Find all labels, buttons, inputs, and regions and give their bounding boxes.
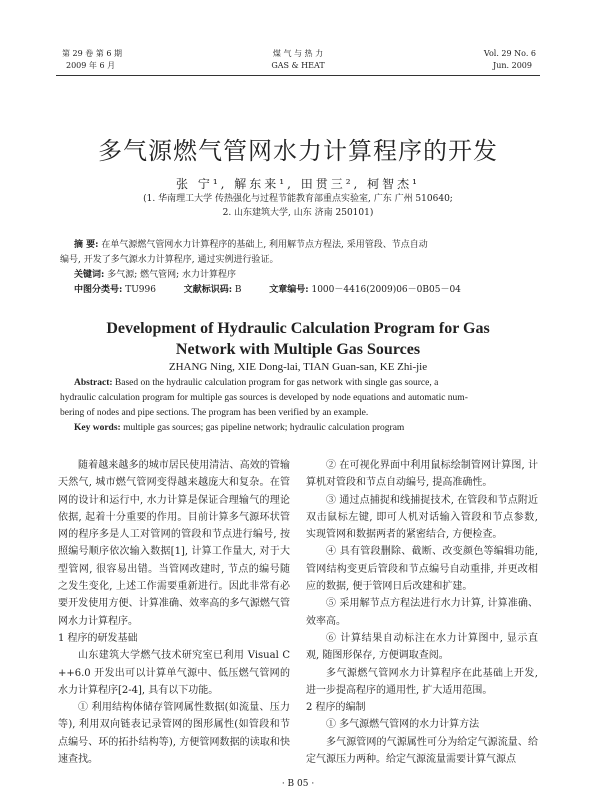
english-abstract (60, 376, 536, 436)
journal-name-cn: 煤 气 与 热 力 (272, 49, 324, 58)
english-abstract-line-2: hydraulic calculation program for multiple gas sources is developed by node equations and automatic num- (60, 393, 468, 403)
journal-volume-en: Vol. 29 No. 6 (483, 49, 536, 58)
feature-5-paragraph: ⑤ 采用解节点方程法进行水力计算, 计算准确、效率高。 (306, 598, 538, 627)
feature-2-paragraph: ② 在可视化界面中利用鼠标绘制管网计算图, 计算机对管段和节点自动编号, 提高准确性。 (306, 460, 538, 489)
english-authors: ZHANG Ning, XIE Dong-lai, TIAN Guan-san, KE Zhi-jie (168, 361, 428, 373)
left-column (58, 457, 290, 768)
english-keywords: multiple gas sources; gas pipeline network; hydraulic calculation program (120, 423, 405, 433)
abstract-cn (60, 238, 536, 298)
affiliation-1: (1. 华南理工大学 传热强化与过程节能教育部重点实验室, 广东 广州 510640; (143, 194, 453, 204)
article-no-value: 1000－4416(2009)06－0B05－04 (308, 285, 461, 295)
english-title-line-1: Development of Hydraulic Calculation Program for Gas (106, 320, 490, 337)
section-1-heading: 1 程序的研发基础 (58, 632, 138, 644)
clc-value: TU996 (122, 285, 156, 295)
feature-3-paragraph: ③ 通过点捕捉和线捕捉技术, 在管段和节点附近双击鼠标左键, 即可人机对话输入管段和节点参数, 实现管网和数据两者的紧密结合, 方便检查。 (306, 494, 538, 541)
doc-code-label: 文献标识码: (183, 285, 233, 295)
english-abstract-line-3: bering of nodes and pipe sections. The program has been verified by an example. (60, 408, 369, 418)
english-title-line-2: Network with Multiple Gas Sources (175, 341, 421, 358)
page-number: · B 05 · (281, 779, 315, 789)
feature-1-paragraph: ① 利用结构体储存管网属性数据(如流量、压力等), 利用双向链表记录管网的图形属性(如管段和节点编号、环的拓扑结构等), 方便管网数据的读取和快速查找。 (58, 702, 290, 766)
paper-authors: 张 宁¹, 解东来¹, 田贯三², 柯智杰¹ (176, 177, 420, 191)
header-rule (56, 75, 540, 76)
paper-title: 多气源燃气管网水力计算程序的开发 (98, 137, 498, 165)
section-2-paragraph: 多气源管网的气源属性可分为给定气源流量、给定气源压力两种。给定气源流量需要计算气源点 (306, 736, 538, 766)
clc-label: 中图分类号: (74, 285, 123, 295)
right-column (306, 457, 538, 768)
doc-code-value: B (232, 285, 242, 295)
english-abstract-label: Abstract: (74, 378, 113, 388)
article-no-label: 文章编号: (269, 285, 309, 295)
keywords-text: 多气源; 燃气管网; 水力计算程序 (104, 270, 236, 280)
english-keywords-label: Key words: (74, 423, 121, 433)
journal-volume-issue: 第 29 卷 第 6 期 (62, 49, 122, 58)
subsection-heading: ① 多气源燃气管网的水力计算方法 (326, 719, 480, 731)
keywords-label: 关键词: (74, 270, 105, 280)
journal-name-en: GAS & HEAT (271, 61, 325, 70)
intro-paragraph: 随着越来越多的城市居民使用清洁、高效的管输天然气, 城市燃气管网变得越来越庞大和复杂。在管网的设计和运行中, 水力计算是保证合理输气的理论依据, 起着十分重要的作用。目前计算多气源环状管网的程序多是人工对管网的管段和节点进行编号, 按照编号顺序依次输入数据[1], 计算工作量大, 对于大型管网, 很容易出错。当管网改建时, 节点的编号随之发生变化, 上述工作需要重新进行。因此非常有必要开发使用方便、计算准确、效率高的多气源燃气管网水力计算程序。 (58, 460, 290, 627)
abstract-label: 摘 要: (74, 240, 99, 250)
abstract-text-1: 在单气源燃气管网水力计算程序的基础上, 利用解节点方程法, 采用管段、节点自动 (98, 240, 428, 250)
feature-6-paragraph: ⑥ 计算结果自动标注在水力计算图中, 显示直观, 随图形保存, 方便调取查阅。 (306, 632, 538, 662)
summary-paragraph: 多气源燃气管网水力计算程序在此基础上开发, 进一步提高程序的通用性, 扩大适用范围。 (306, 667, 538, 696)
english-abstract-line-1: Based on the hydraulic calculation program for gas network with single gas source, a (112, 378, 439, 388)
english-title (0, 318, 596, 360)
journal-date-en: Jun. 2009 (493, 61, 532, 70)
feature-4-paragraph: ④ 具有管段删除、截断、改变颜色等编辑功能, 管网结构变更后管段和节点编号自动重排, 并更改相应的数据, 便于管网日后改建和扩建。 (306, 546, 538, 593)
journal-date: 2009 年 6 月 (66, 61, 116, 70)
affiliation-2: 2. 山东建筑大学, 山东 济南 250101) (222, 208, 374, 218)
section-2-heading: 2 程序的编制 (306, 702, 366, 714)
section-1-paragraph: 山东建筑大学燃气技术研究室已利用 Visual C ++6.0 开发出可以计算单气源中、低压燃气管网的水力计算程序[2-4], 具有以下功能。 (58, 650, 290, 696)
abstract-text-2: 编号, 开发了多气源水力计算程序, 通过实例进行验证。 (60, 255, 279, 265)
